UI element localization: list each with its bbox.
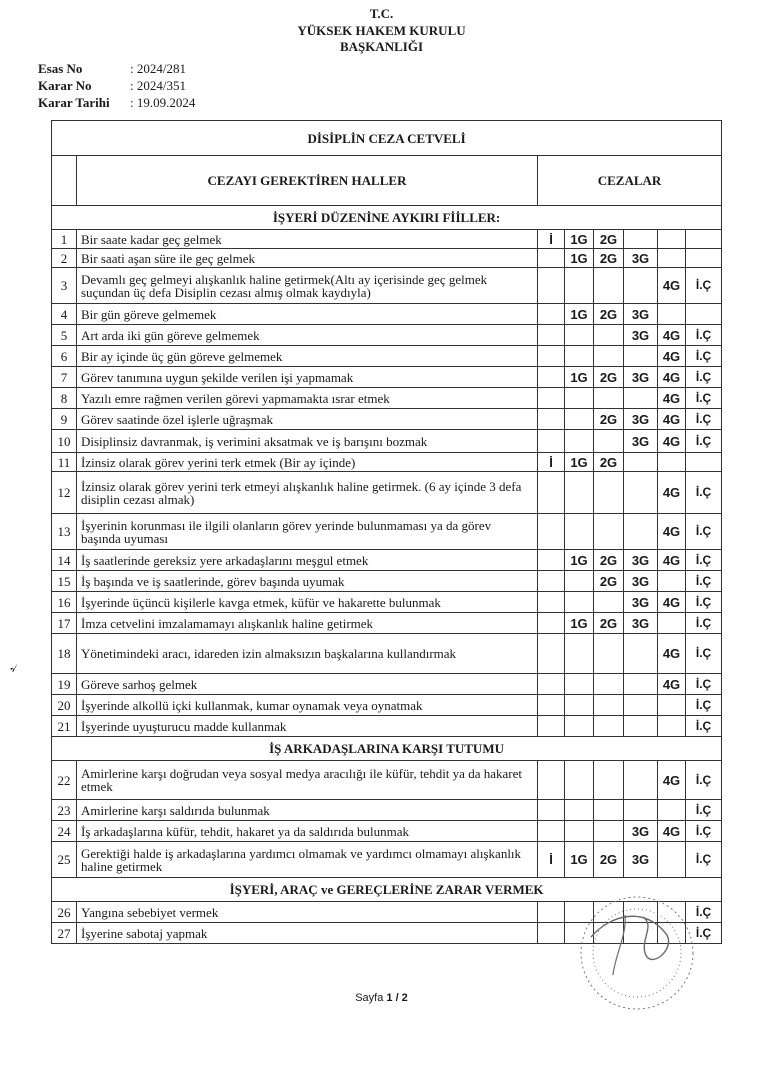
penalty-cell: İ.Ç — [686, 409, 722, 430]
penalty-cell — [658, 716, 686, 737]
penalty-cell — [594, 514, 624, 550]
penalty-cell: İ.Ç — [686, 923, 722, 944]
row-number: 3 — [52, 268, 77, 304]
page-footer — [0, 992, 763, 1004]
offense-description: İmza cetvelini imzalamamayı alışkanlık haline getirmek — [77, 613, 538, 634]
penalty-cell: İ.Ç — [686, 800, 722, 821]
table-row — [52, 304, 722, 325]
penalty-cell: İ.Ç — [686, 821, 722, 842]
penalty-cell — [565, 346, 594, 367]
offense-description: Bir gün göreve gelmemek — [77, 304, 538, 325]
offense-description: İzinsiz olarak görev yerini terk etmeyi alışkanlık haline getirmek. (6 ay içinde 3 defa disiplin cezası almak) — [77, 472, 538, 514]
penalty-cell — [594, 346, 624, 367]
penalty-cell — [594, 430, 624, 453]
penalty-cell — [594, 592, 624, 613]
penalty-cell: 2G — [594, 249, 624, 268]
penalty-cell: 3G — [624, 821, 658, 842]
penalty-cell — [594, 472, 624, 514]
offense-description: Bir saate kadar geç gelmek — [77, 230, 538, 249]
penalty-cell — [594, 800, 624, 821]
penalty-cell: 4G — [658, 550, 686, 571]
footer-page-number: 1 / 2 — [386, 992, 408, 1004]
penalty-cell — [538, 695, 565, 716]
offense-description: İşyerine sabotaj yapmak — [77, 923, 538, 944]
penalty-cell — [538, 409, 565, 430]
row-number: 8 — [52, 388, 77, 409]
penalty-cell — [565, 430, 594, 453]
penalty-cell — [624, 674, 658, 695]
row-number: 16 — [52, 592, 77, 613]
penalty-cell — [565, 716, 594, 737]
meta-key: Karar No — [38, 78, 92, 93]
penalty-cell — [565, 388, 594, 409]
penalty-cell — [538, 613, 565, 634]
penalty-cell: İ — [538, 230, 565, 249]
offense-description: Amirlerine karşı doğrudan veya sosyal medya aracılığı ile küfür, tehdit ya da hakaret etmek — [77, 761, 538, 800]
penalty-cell — [624, 514, 658, 550]
penalty-cell: İ.Ç — [686, 325, 722, 346]
penalty-cell: 1G — [565, 249, 594, 268]
penalty-cell: 2G — [594, 304, 624, 325]
penalty-cell: 4G — [658, 761, 686, 800]
penalty-cell: 1G — [565, 453, 594, 472]
meta-key: Karar Tarihi — [38, 95, 110, 110]
penalty-cell — [594, 634, 624, 674]
table-row — [52, 249, 722, 268]
header-presidency: BAŞKANLIĞI — [339, 39, 424, 54]
penalty-cell: 2G — [594, 550, 624, 571]
meta-value: : 2024/351 — [130, 78, 186, 93]
penalty-cell — [565, 761, 594, 800]
penalty-cell — [594, 674, 624, 695]
penalty-cell — [538, 800, 565, 821]
penalty-cell — [658, 571, 686, 592]
row-number: 19 — [52, 674, 77, 695]
penalty-cell: 1G — [565, 842, 594, 878]
offense-description: Göreve sarhoş gelmek — [77, 674, 538, 695]
penalty-cell: İ.Ç — [686, 388, 722, 409]
penalty-cell — [565, 674, 594, 695]
penalty-cell: 4G — [658, 268, 686, 304]
table-row — [52, 325, 722, 346]
penalty-cell: 4G — [658, 514, 686, 550]
penalty-cell — [686, 230, 722, 249]
table-row — [52, 571, 722, 592]
table-row — [52, 430, 722, 453]
penalty-cell — [658, 304, 686, 325]
penalty-cell — [538, 388, 565, 409]
table-row — [52, 550, 722, 571]
penalty-cell — [624, 800, 658, 821]
row-number: 9 — [52, 409, 77, 430]
penalty-cell — [594, 268, 624, 304]
penalty-cell — [624, 388, 658, 409]
meta-value: : 19.09.2024 — [130, 95, 196, 110]
penalty-cell: İ — [538, 842, 565, 878]
row-number: 7 — [52, 367, 77, 388]
penalty-cell: İ.Ç — [686, 346, 722, 367]
penalty-cell — [538, 550, 565, 571]
penalty-cell — [538, 367, 565, 388]
row-number: 10 — [52, 430, 77, 453]
penalty-cell — [565, 695, 594, 716]
table-row — [52, 821, 722, 842]
header-institution: YÜKSEK HAKEM KURULU — [297, 23, 466, 38]
penalty-cell: 3G — [624, 249, 658, 268]
penalty-cell: 1G — [565, 613, 594, 634]
penalty-cell: İ.Ç — [686, 716, 722, 737]
penalty-cell — [538, 304, 565, 325]
penalty-cell: 3G — [624, 571, 658, 592]
penalty-cell: 2G — [594, 453, 624, 472]
penalty-cell — [658, 800, 686, 821]
footer-prefix: Sayfa — [355, 992, 387, 1004]
row-number: 18 — [52, 634, 77, 674]
offense-description: Bir saati aşan süre ile geç gelmek — [77, 249, 538, 268]
row-number: 13 — [52, 514, 77, 550]
offense-description: Bir ay içinde üç gün göreve gelmemek — [77, 346, 538, 367]
penalty-cell: 4G — [658, 674, 686, 695]
table-row — [52, 230, 722, 249]
row-number: 26 — [52, 902, 77, 923]
penalty-cell: 4G — [658, 472, 686, 514]
penalty-cell — [594, 821, 624, 842]
penalty-cell — [624, 453, 658, 472]
offense-description: İşyerinde üçüncü kişilerle kavga etmek, küfür ve hakarette bulunmak — [77, 592, 538, 613]
row-number: 17 — [52, 613, 77, 634]
penalty-cell — [565, 268, 594, 304]
penalty-cell — [658, 230, 686, 249]
penalty-cell — [538, 716, 565, 737]
penalty-cell — [686, 453, 722, 472]
offense-description: İzinsiz olarak görev yerini terk etmek (Bir ay içinde) — [77, 453, 538, 472]
penalty-cell: İ.Ç — [686, 514, 722, 550]
meta-row-tarih — [38, 94, 195, 111]
row-number: 22 — [52, 761, 77, 800]
row-number: 23 — [52, 800, 77, 821]
table-row — [52, 592, 722, 613]
column-header-offenses: CEZAYI GEREKTİREN HALLER — [77, 156, 538, 206]
penalty-cell: İ.Ç — [686, 902, 722, 923]
row-number: 2 — [52, 249, 77, 268]
penalty-cell: 2G — [594, 613, 624, 634]
row-number: 11 — [52, 453, 77, 472]
row-number: 20 — [52, 695, 77, 716]
penalty-cell: 1G — [565, 304, 594, 325]
offense-description: Yazılı emre rağmen verilen görevi yapmamakta ısrar etmek — [77, 388, 538, 409]
offense-description: Yönetimindeki aracı, idareden izin almaksızın başkalarına kullandırmak — [77, 634, 538, 674]
penalty-cell — [538, 592, 565, 613]
header-no-cell — [52, 156, 77, 206]
penalty-cell: 4G — [658, 430, 686, 453]
penalty-cell — [658, 842, 686, 878]
penalty-cell — [624, 634, 658, 674]
offense-description: Devamlı geç gelmeyi alışkanlık haline getirmek(Altı ay içerisinde geç gelmek suçundan üç defa Disiplin cezası almış olmak kaydıyla) — [77, 268, 538, 304]
penalty-cell — [594, 716, 624, 737]
penalty-cell: 3G — [624, 613, 658, 634]
section-header-row — [52, 737, 722, 761]
penalty-cell: 2G — [594, 367, 624, 388]
table-header-row — [52, 156, 722, 206]
table-row — [52, 388, 722, 409]
penalty-cell — [658, 695, 686, 716]
penalty-cell — [538, 346, 565, 367]
penalty-cell: İ.Ç — [686, 842, 722, 878]
penalty-cell: 4G — [658, 409, 686, 430]
official-seal-stamp — [555, 895, 715, 1055]
row-number: 4 — [52, 304, 77, 325]
penalty-cell — [538, 761, 565, 800]
table-row — [52, 514, 722, 550]
penalty-cell: 3G — [624, 550, 658, 571]
row-number: 14 — [52, 550, 77, 571]
penalty-cell — [538, 472, 565, 514]
penalty-cell — [594, 695, 624, 716]
table-row — [52, 634, 722, 674]
row-number: 1 — [52, 230, 77, 249]
penalty-cell: 3G — [624, 367, 658, 388]
table-row — [52, 453, 722, 472]
penalty-cell — [538, 571, 565, 592]
table-row — [52, 346, 722, 367]
penalty-cell — [658, 613, 686, 634]
discipline-penalty-table — [51, 120, 722, 944]
penalty-cell — [565, 634, 594, 674]
table-row — [52, 695, 722, 716]
penalty-cell — [565, 514, 594, 550]
penalty-cell: 4G — [658, 346, 686, 367]
row-number: 15 — [52, 571, 77, 592]
penalty-cell — [538, 514, 565, 550]
penalty-cell: 4G — [658, 592, 686, 613]
section-title: İŞYERİ DÜZENİNE AYKIRI FİİLLER: — [52, 206, 722, 230]
table-row — [52, 472, 722, 514]
row-number: 25 — [52, 842, 77, 878]
penalty-cell: 4G — [658, 634, 686, 674]
penalty-cell: 1G — [565, 230, 594, 249]
penalty-cell: 3G — [624, 304, 658, 325]
penalty-cell — [658, 249, 686, 268]
penalty-cell: İ.Ç — [686, 472, 722, 514]
table-title-row — [52, 121, 722, 156]
penalty-cell: İ.Ç — [686, 634, 722, 674]
penalty-cell — [594, 761, 624, 800]
penalty-cell — [538, 249, 565, 268]
section-title: İŞYERİ, ARAÇ ve GEREÇLERİNE ZARAR VERMEK — [52, 878, 722, 902]
meta-key: Esas No — [38, 61, 83, 76]
penalty-cell: 4G — [658, 325, 686, 346]
row-number: 5 — [52, 325, 77, 346]
penalty-cell — [538, 430, 565, 453]
penalty-cell — [565, 472, 594, 514]
header-tc: T.C. — [369, 6, 394, 21]
penalty-cell — [624, 716, 658, 737]
table-row — [52, 613, 722, 634]
penalty-cell — [624, 761, 658, 800]
row-number: 21 — [52, 716, 77, 737]
penalty-cell: 2G — [594, 230, 624, 249]
penalty-cell: 3G — [624, 409, 658, 430]
penalty-cell: İ.Ç — [686, 695, 722, 716]
penalty-cell: 1G — [565, 367, 594, 388]
penalty-cell: 3G — [624, 325, 658, 346]
penalty-cell — [565, 592, 594, 613]
penalty-cell: İ.Ç — [686, 613, 722, 634]
penalty-cell: İ.Ç — [686, 571, 722, 592]
table-row — [52, 842, 722, 878]
table-row — [52, 761, 722, 800]
penalty-cell — [565, 821, 594, 842]
offense-description: İşyerinde alkollü içki kullanmak, kumar oynamak veya oynatmak — [77, 695, 538, 716]
row-number: 27 — [52, 923, 77, 944]
row-number: 12 — [52, 472, 77, 514]
penalty-cell — [624, 472, 658, 514]
penalty-cell: İ.Ç — [686, 550, 722, 571]
offense-description: Disiplinsiz davranmak, iş verimini aksatmak ve iş barışını bozmak — [77, 430, 538, 453]
row-number: 24 — [52, 821, 77, 842]
penalty-cell: İ — [538, 453, 565, 472]
penalty-cell — [565, 571, 594, 592]
table-row — [52, 367, 722, 388]
penalty-cell: İ.Ç — [686, 592, 722, 613]
penalty-cell: 4G — [658, 388, 686, 409]
row-number: 6 — [52, 346, 77, 367]
penalty-cell: İ.Ç — [686, 268, 722, 304]
offense-description: İş saatlerinde gereksiz yere arkadaşlarını meşgul etmek — [77, 550, 538, 571]
offense-description: Gerektiği halde iş arkadaşlarına yardımcı olmamak ve yardımcı olmamayı alışkanlık haline getirmek — [77, 842, 538, 878]
penalty-cell: 2G — [594, 842, 624, 878]
meta-row-karar — [38, 77, 195, 94]
offense-description: İşyerinde uyuşturucu madde kullanmak — [77, 716, 538, 737]
penalty-cell — [565, 800, 594, 821]
penalty-cell — [624, 230, 658, 249]
meta-row-esas — [38, 60, 195, 77]
penalty-cell — [538, 634, 565, 674]
offense-description: Görev tanımına uygun şekilde verilen işi yapmamak — [77, 367, 538, 388]
penalty-cell — [624, 695, 658, 716]
margin-initial-mark: ৵ — [10, 661, 18, 675]
penalty-cell: 3G — [624, 592, 658, 613]
table-title: DİSİPLİN CEZA CETVELİ — [52, 121, 722, 156]
column-header-penalties: CEZALAR — [538, 156, 722, 206]
table-row — [52, 674, 722, 695]
section-title: İŞ ARKADAŞLARINA KARŞI TUTUMU — [52, 737, 722, 761]
table-row — [52, 716, 722, 737]
penalty-cell — [624, 346, 658, 367]
penalty-cell: 3G — [624, 842, 658, 878]
penalty-cell: İ.Ç — [686, 674, 722, 695]
penalty-cell: 3G — [624, 430, 658, 453]
case-meta — [38, 60, 195, 111]
offense-description: Yangına sebebiyet vermek — [77, 902, 538, 923]
section-header-row — [52, 206, 722, 230]
penalty-cell: 4G — [658, 367, 686, 388]
meta-value: : 2024/281 — [130, 61, 186, 76]
penalty-cell — [686, 249, 722, 268]
penalty-cell: 1G — [565, 550, 594, 571]
penalty-cell — [565, 409, 594, 430]
table-row — [52, 409, 722, 430]
penalty-cell — [658, 453, 686, 472]
table-row — [52, 800, 722, 821]
penalty-cell: 2G — [594, 409, 624, 430]
penalty-cell: İ.Ç — [686, 367, 722, 388]
offense-description: Art arda iki gün göreve gelmemek — [77, 325, 538, 346]
penalty-cell: İ.Ç — [686, 761, 722, 800]
offense-description: İş başında ve iş saatlerinde, görev başında uyumak — [77, 571, 538, 592]
penalty-cell — [538, 325, 565, 346]
penalty-cell: İ.Ç — [686, 430, 722, 453]
penalty-cell — [538, 821, 565, 842]
table-row — [52, 268, 722, 304]
penalty-cell — [538, 268, 565, 304]
offense-description: İşyerinin korunması ile ilgili olanların görev yerinde bulunmaması ya da görev başında uyuması — [77, 514, 538, 550]
offense-description: Amirlerine karşı saldırıda bulunmak — [77, 800, 538, 821]
penalty-cell — [538, 674, 565, 695]
penalty-cell — [594, 388, 624, 409]
penalty-cell — [624, 268, 658, 304]
penalty-cell — [594, 325, 624, 346]
penalty-cell: 2G — [594, 571, 624, 592]
offense-description: Görev saatinde özel işlerle uğraşmak — [77, 409, 538, 430]
penalty-cell — [565, 325, 594, 346]
offense-description: İş arkadaşlarına küfür, tehdit, hakaret ya da saldırıda bulunmak — [77, 821, 538, 842]
penalty-cell: 4G — [658, 821, 686, 842]
penalty-cell — [686, 304, 722, 325]
